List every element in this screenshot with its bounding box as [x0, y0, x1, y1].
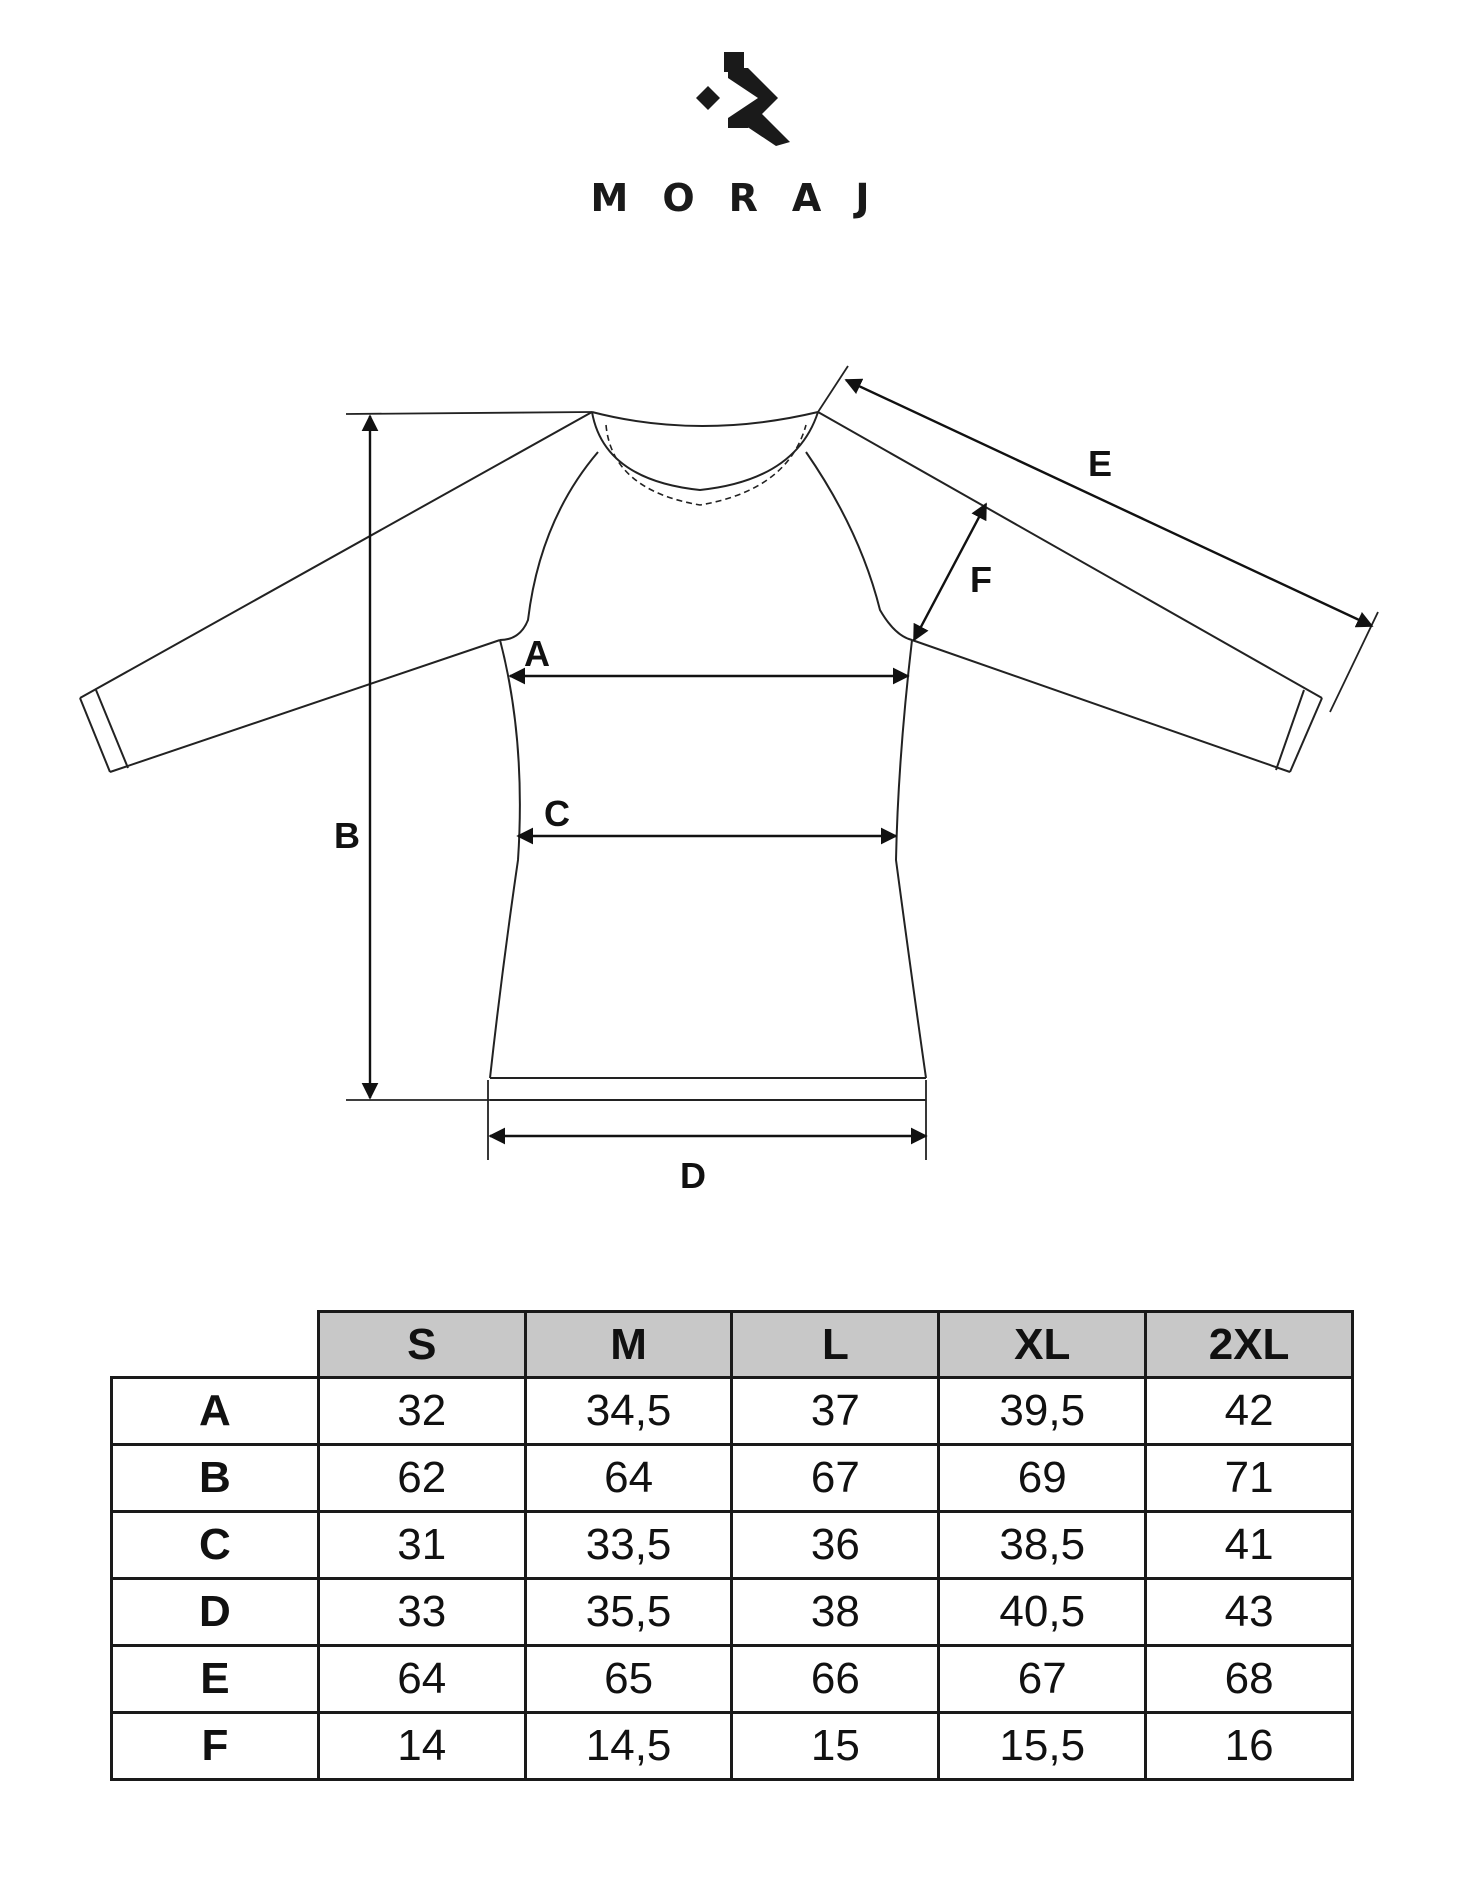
dimension-arrows	[370, 380, 1372, 1136]
size-header-l: L	[732, 1312, 939, 1378]
table-cell: 14	[318, 1713, 525, 1780]
table-cell: 68	[1146, 1646, 1353, 1713]
table-cell: 69	[939, 1445, 1146, 1512]
table-cell: 67	[939, 1646, 1146, 1713]
size-header-m: M	[525, 1312, 732, 1378]
table-cell: 31	[318, 1512, 525, 1579]
table-cell: 15,5	[939, 1713, 1146, 1780]
table-cell: 40,5	[939, 1579, 1146, 1646]
size-header-xl: XL	[939, 1312, 1146, 1378]
table-cell: 62	[318, 1445, 525, 1512]
size-chart-table	[110, 1310, 1354, 1781]
table-row	[112, 1445, 1353, 1512]
table-corner	[112, 1312, 319, 1378]
table-cell: 43	[1146, 1579, 1353, 1646]
table-cell: 41	[1146, 1512, 1353, 1579]
dimension-f-label: F	[970, 559, 992, 600]
dimension-a-label: A	[524, 633, 550, 674]
row-label: E	[112, 1646, 319, 1713]
dimension-b-label: B	[334, 815, 360, 856]
table-row	[112, 1646, 1353, 1713]
row-label: A	[112, 1378, 319, 1445]
table-row	[112, 1713, 1353, 1780]
table-cell: 64	[318, 1646, 525, 1713]
brand-name: MORAJ	[590, 176, 904, 220]
table-cell: 35,5	[525, 1579, 732, 1646]
size-header-row	[112, 1312, 1353, 1378]
table-cell: 64	[525, 1445, 732, 1512]
size-header-s: S	[318, 1312, 525, 1378]
table-cell: 65	[525, 1646, 732, 1713]
table-cell: 33	[318, 1579, 525, 1646]
dimension-labels	[334, 443, 1112, 1196]
table-cell: 16	[1146, 1713, 1353, 1780]
table-row	[112, 1378, 1353, 1445]
table-cell: 71	[1146, 1445, 1353, 1512]
table-cell: 14,5	[525, 1713, 732, 1780]
row-label: C	[112, 1512, 319, 1579]
table-cell: 67	[732, 1445, 939, 1512]
table-row	[112, 1579, 1353, 1646]
dimension-c-label: C	[544, 793, 570, 834]
extension-lines	[346, 366, 1378, 1160]
row-label: B	[112, 1445, 319, 1512]
row-label: F	[112, 1713, 319, 1780]
table-cell: 66	[732, 1646, 939, 1713]
table-row	[112, 1512, 1353, 1579]
table-cell: 38,5	[939, 1512, 1146, 1579]
table-cell: 34,5	[525, 1378, 732, 1445]
dimension-d-label: D	[680, 1155, 706, 1196]
table-cell: 37	[732, 1378, 939, 1445]
table-cell: 36	[732, 1512, 939, 1579]
size-header-2xl: 2XL	[1146, 1312, 1353, 1378]
dimension-e-label: E	[1088, 443, 1113, 484]
dimension-e-arrow	[846, 380, 1372, 626]
table-cell: 42	[1146, 1378, 1353, 1445]
row-label: D	[112, 1579, 319, 1646]
table-cell: 32	[318, 1378, 525, 1445]
table-cell: 33,5	[525, 1512, 732, 1579]
table-cell: 39,5	[939, 1378, 1146, 1445]
table-cell: 15	[732, 1713, 939, 1780]
table-cell: 38	[732, 1579, 939, 1646]
